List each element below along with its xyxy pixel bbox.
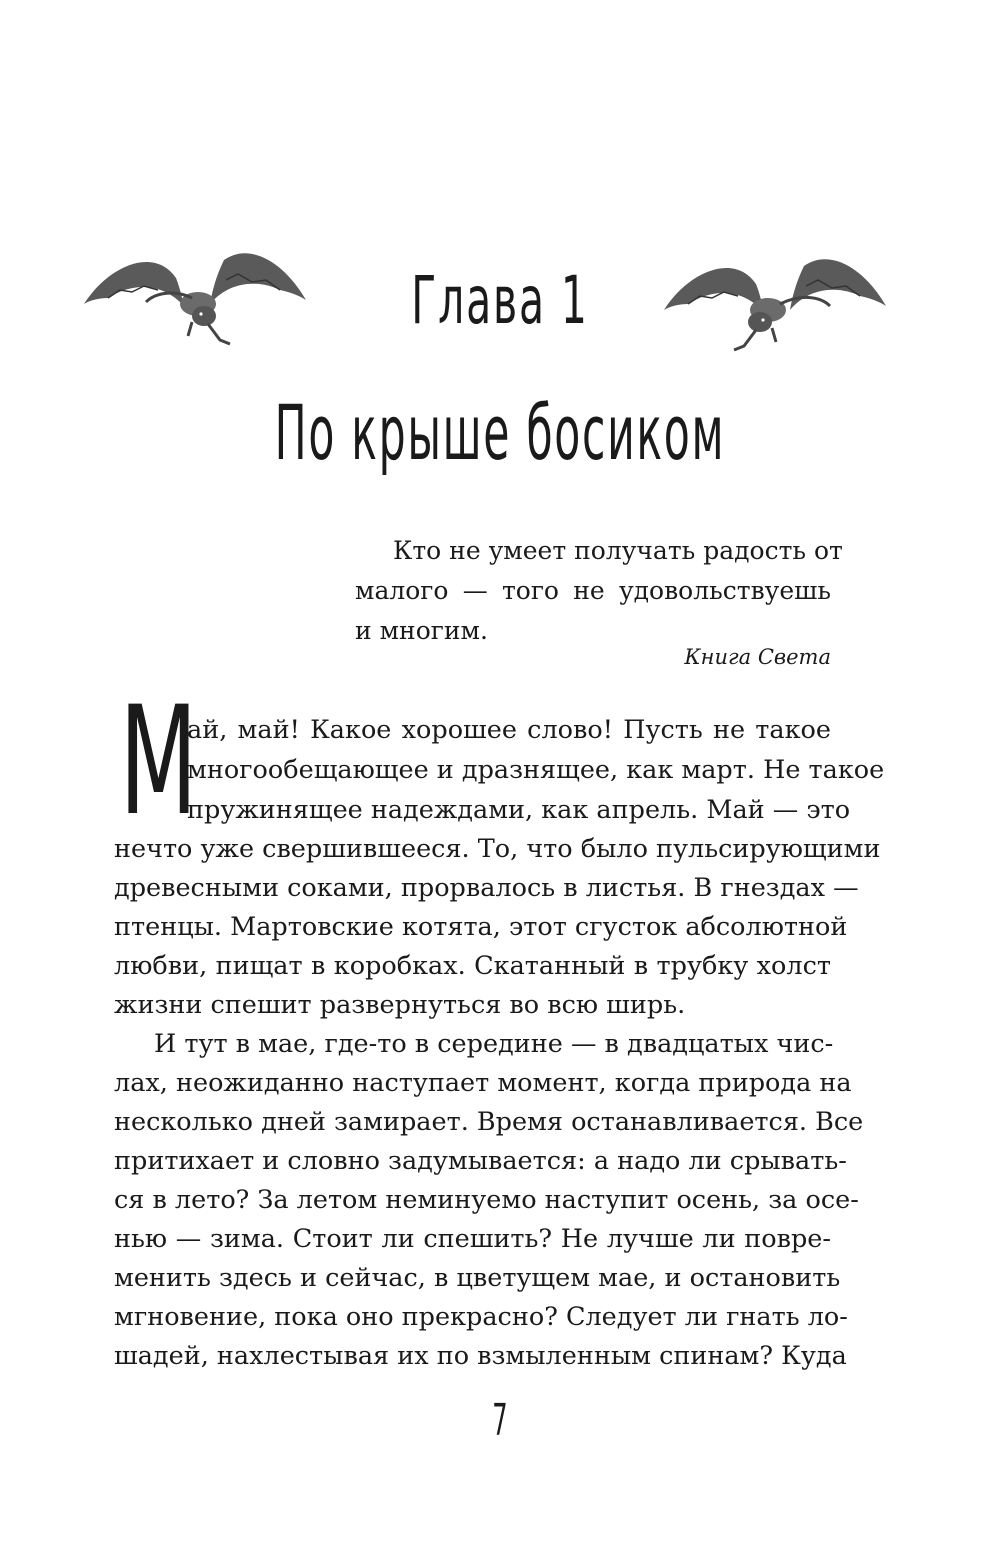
text-line: любви, пищат в коробках. Скатанный в трубку холст (114, 951, 831, 981)
text-line: нечто уже свершившееся. То, что было пульсирующими (114, 834, 881, 864)
chapter-label: Глава 1 (411, 262, 589, 339)
page-number: 7 (492, 1395, 508, 1446)
chapter-title: По крыше босиком (274, 388, 726, 477)
text-line: древесными соками, прорвалось в листья. В гнездах — (114, 873, 859, 903)
text-line: жизни спешит развернуться во всю ширь. (114, 990, 686, 1020)
text-line: ай, май! Какое хорошее слово! Пусть не такое (187, 715, 831, 745)
text-line: пружинящее надеждами, как апрель. Май — это (187, 795, 851, 825)
text-line: лах, неожиданно наступает момент, когда природа на (114, 1068, 852, 1098)
epigraph (355, 531, 843, 651)
text-line: мгновение, пока оно прекрасно? Следует ли гнать ло- (114, 1302, 848, 1332)
text-line: И тут в мае, где-то в середине — в двадцатых чис- (154, 1029, 834, 1059)
epigraph-line: и многим. (355, 616, 488, 645)
text-line: притихает и словно задумывается: а надо ли срывать- (114, 1146, 847, 1176)
epigraph-line: Кто не умеет получать радость от (393, 536, 843, 565)
text-line: менить здесь и сейчас, в цветущем мае, и остановить (114, 1263, 841, 1293)
epigraph-line: малого — того не удовольствуешь (355, 576, 831, 605)
text-line: несколько дней замирает. Время останавливается. Все (114, 1107, 864, 1137)
text-line: нью — зима. Стоит ли спешить? Не лучше ли повре- (114, 1224, 831, 1254)
drop-cap: М (119, 675, 198, 849)
epigraph-source: Книга Света (684, 645, 831, 669)
text-line: ся в лето? За летом неминуемо наступит осень, за осе- (114, 1185, 859, 1215)
text-line: птенцы. Мартовские котята, этот сгусток абсолютной (114, 912, 848, 942)
text-line: многообещающее и дразнящее, как март. Не такое (187, 755, 885, 785)
text-line: шадей, нахлестывая их по взмыленным спинам? Куда (114, 1341, 847, 1371)
